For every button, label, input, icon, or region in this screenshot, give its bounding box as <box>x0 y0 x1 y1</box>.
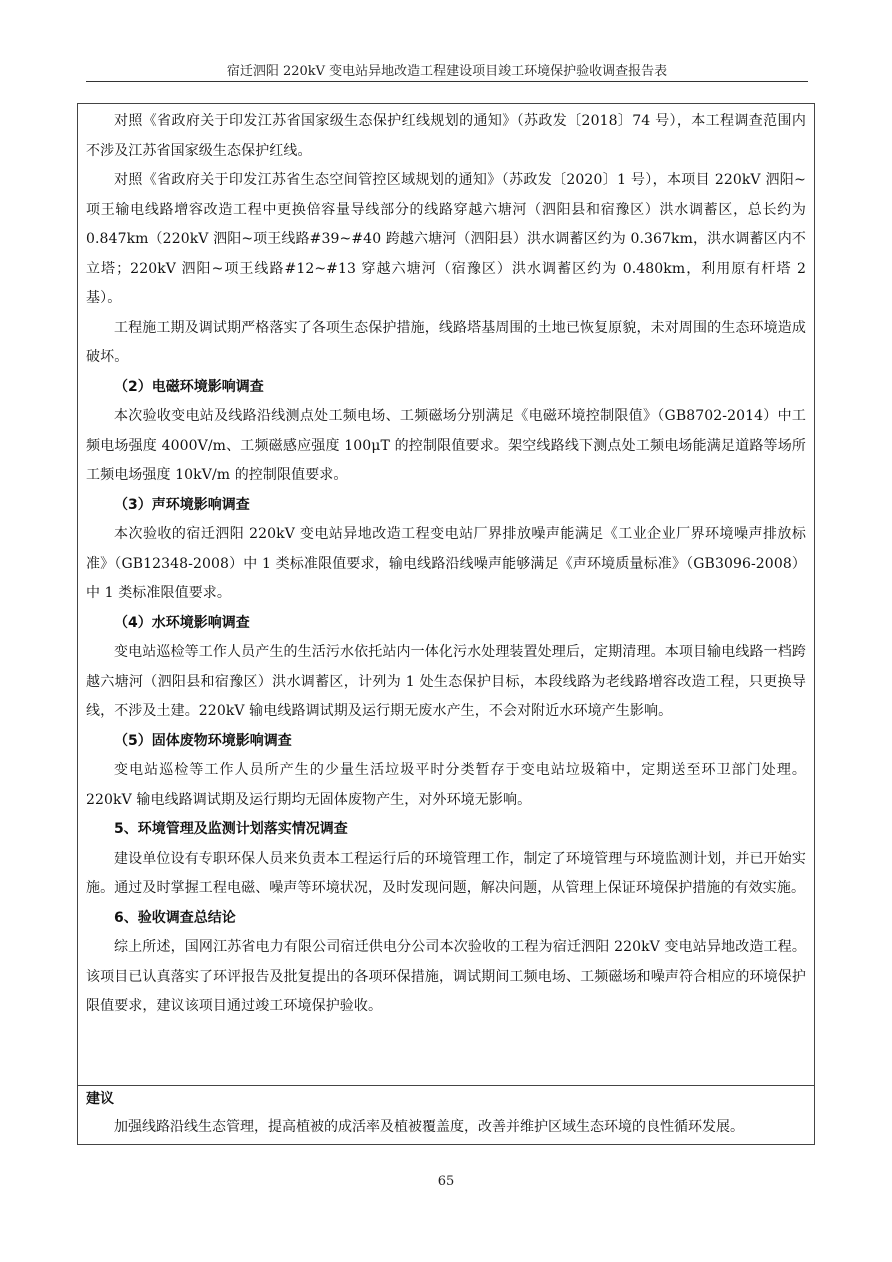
report-table <box>77 103 815 1145</box>
paragraph-solid-waste: 变电站巡检等工作人员所产生的少量生活垃圾平时分类暂存于变电站垃圾箱中，定期送至环卫部门处理。220kV 输电线路调试期及运行期均无固体废物产生，对外环境无影响。 <box>86 762 806 808</box>
paragraph-electromagnetic: 本次验收变电站及线路沿线测点处工频电场、工频磁场分别满足《电磁环境控制限值》（GB8702-2014）中工频电场强度 4000V/m、工频磁感应强度 100μT 的控制限值要求。架空线路线下测点处工频电场能满足道路等场所工频电场强度 10kV/m 的控制限值要求。 <box>86 408 806 483</box>
paragraph-ecological-redline: 对照《省政府关于印发江苏省国家级生态保护红线规划的通知》（苏政发〔2018〕74 号），本工程调查范围内不涉及江苏省国家级生态保护红线。 <box>86 113 806 159</box>
header-rule <box>86 81 808 82</box>
heading-acoustic: （3）声环境影响调查 <box>114 496 250 513</box>
recommendation-text: 加强线路沿线生态管理，提高植被的成活率及植被覆盖度，改善并维护区域生态环境的良性循环发展。 <box>114 1119 744 1135</box>
paragraph-ecological-space-control: 对照《省政府关于印发江苏省生态空间管控区域规划的通知》（苏政发〔2020〕1 号），本项目 220kV 泗阳~项王输电线路增容改造工程中更换倍容量导线部分的线路穿越六塘河（泗阳县和宿豫区）洪水调蓄区，总长约为 0.847km（220kV 泗阳~项王线路#39~#40 跨越六塘河（泗阳县）洪水调蓄区约为 0.367km，洪水调蓄区内不立塔；220kV 泗阳~项王线路#12~#13 穿越六塘河（宿豫区）洪水调蓄区约为 0.480km，利用原有杆塔 2 基）。 <box>86 172 806 306</box>
heading-electromagnetic: （2）电磁环境影响调查 <box>114 378 264 395</box>
heading-solid-waste: （5）固体废物环境影响调查 <box>114 732 292 749</box>
document-header-title: 宿迁泗阳 220kV 变电站异地改造工程建设项目竣工环境保护验收调查报告表 <box>226 64 668 79</box>
survey-conclusion-cell <box>78 104 814 1085</box>
page-number: 65 <box>437 1174 455 1189</box>
recommendation-label: 建议 <box>86 1091 114 1107</box>
paragraph-environmental-management: 建设单位设有专职环保人员来负责本工程运行后的环境管理工作，制定了环境管理与环境监测计划，并已开始实施。通过及时掌握工程电磁、噪声等环境状况，及时发现问题，解决问题，从管理上保证环境保护措施的有效实施。 <box>86 850 806 896</box>
paragraph-water: 变电站巡检等工作人员产生的生活污水依托站内一体化污水处理装置处理后，定期清理。本项目输电线路一档跨越六塘河（泗阳县和宿豫区）洪水调蓄区，计列为 1 处生态保护目标，本段线路为老线路增容改造工程，只更换导线，不涉及土建。220kV 输电线路调试期及运行期无废水产生，不会对附近水环境产生影响。 <box>86 644 806 719</box>
paragraph-acoustic: 本次验收的宿迁泗阳 220kV 变电站异地改造工程变电站厂界排放噪声能满足《工业企业厂界环境噪声排放标准》（GB12348-2008）中 1 类标准限值要求，输电线路沿线噪声能够满足《声环境质量标准》（GB3096-2008）中 1 类标准限值要求。 <box>86 526 806 601</box>
heading-overall-conclusion: 6、验收调查总结论 <box>114 909 236 926</box>
paragraph-construction-protection: 工程施工期及调试期严格落实了各项生态保护措施，线路塔基周围的土地已恢复原貌，未对周围的生态环境造成破坏。 <box>86 319 806 365</box>
heading-environmental-management: 5、环境管理及监测计划落实情况调查 <box>114 821 348 837</box>
heading-water: （4）水环境影响调查 <box>114 614 250 631</box>
paragraph-overall-conclusion: 综上所述，国网江苏省电力有限公司宿迁供电分公司本次验收的工程为宿迁泗阳 220kV 变电站异地改造工程。该项目已认真落实了环评报告及批复提出的各项环保措施，调试期间工频电场、工频磁场和噪声符合相应的环境保护限值要求，建议该项目通过竣工环境保护验收。 <box>86 939 806 1014</box>
recommendation-cell <box>78 1086 814 1144</box>
